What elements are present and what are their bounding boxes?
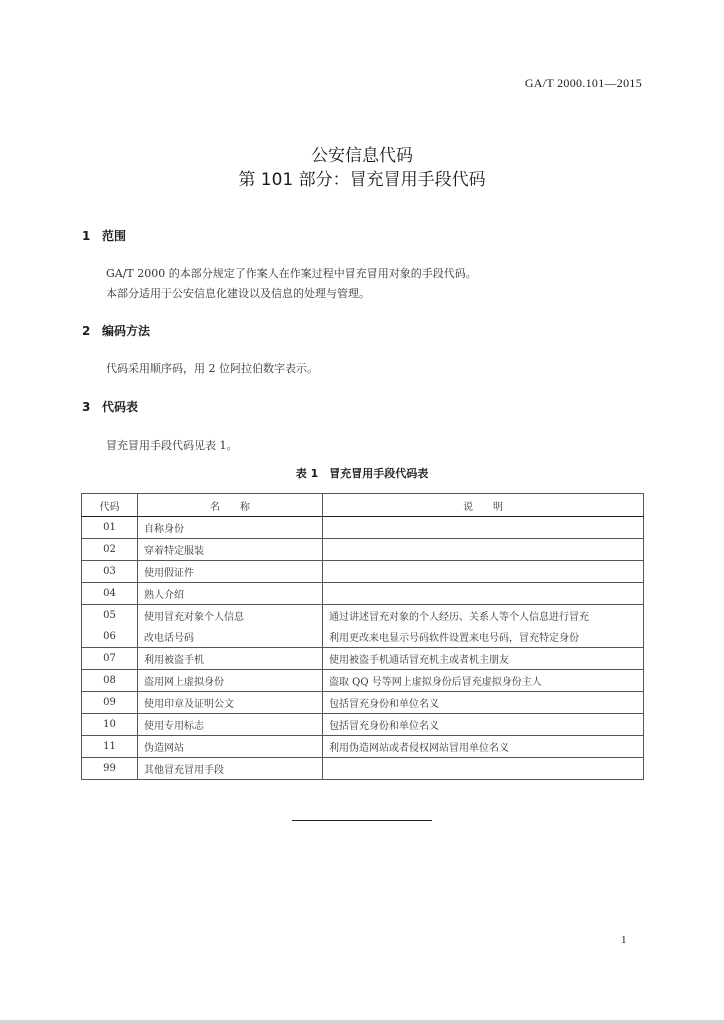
cell-name: 穿着特定服装 [138,539,323,561]
table-row [82,736,644,758]
cell-description: 利用更改来电显示号码软件设置来电号码，冒充特定身份 [323,626,644,648]
section-title: 代码表 [102,400,139,414]
page-number: 1 [621,934,627,946]
standard-code: GA/T 2000.101—2015 [524,76,642,90]
paragraph: 冒充冒用手段代码见表 1。 [106,439,238,452]
cell-code: 01 [82,517,138,539]
cell-description [323,583,644,605]
document-subtitle: 第 101 部分：冒充冒用手段代码 [238,170,486,190]
cell-code: 04 [82,583,138,605]
cell-code: 08 [82,670,138,692]
cell-code: 03 [82,561,138,583]
cell-name: 使用假证件 [138,561,323,583]
cell-description: 通过讲述冒充对象的个人经历、关系人等个人信息进行冒充 [323,605,644,627]
cell-code: 05 [82,605,138,627]
cell-code: 10 [82,714,138,736]
section-heading-coding-method [82,322,150,339]
section-heading-scope [82,227,126,244]
section-title: 编码方法 [102,324,151,338]
table-row [82,758,644,780]
cell-name: 自称身份 [138,517,323,539]
section-heading-code-table [82,398,138,415]
cell-description: 包括冒充身份和单位名义 [323,692,644,714]
cell-name: 盗用网上虚拟身份 [138,670,323,692]
table-row [82,670,644,692]
cell-name: 使用专用标志 [138,714,323,736]
cell-description: 包括冒充身份和单位名义 [323,714,644,736]
document-title: 公安信息代码 [311,146,413,166]
cell-name: 利用被盗手机 [138,648,323,670]
cell-name: 熟人介绍 [138,583,323,605]
cell-name: 伪造网站 [138,736,323,758]
section-number: 2 [82,324,91,338]
cell-code: 06 [82,626,138,648]
table-row [82,539,644,561]
cell-description [323,517,644,539]
cell-description [323,539,644,561]
paragraph: 代码采用顺序码，用 2 位阿拉伯数字表示。 [106,362,318,375]
cell-description: 利用伪造网站或者侵权网站冒用单位名义 [323,736,644,758]
code-table [81,493,644,780]
paragraph: 本部分适用于公安信息化建设以及信息的处理与管理。 [106,287,370,300]
cell-code: 07 [82,648,138,670]
table-row [82,714,644,736]
paragraph: GA/T 2000 的本部分规定了作案人在作案过程中冒充冒用对象的手段代码。 [106,267,477,280]
section-number: 3 [82,400,91,414]
cell-description [323,758,644,780]
header-description: 说 明 [323,494,644,517]
header-name: 名 称 [138,494,323,517]
page-bottom-edge [0,1020,724,1024]
header-code: 代码 [82,494,138,517]
table-row [82,561,644,583]
table-caption: 表 1 冒充冒用手段代码表 [295,467,429,480]
cell-description: 盗取 QQ 号等网上虚拟身份后冒充虚拟身份主人 [323,670,644,692]
table-row [82,605,644,627]
cell-name: 改电话号码 [138,626,323,648]
cell-code: 99 [82,758,138,780]
cell-name: 使用印章及证明公文 [138,692,323,714]
cell-code: 02 [82,539,138,561]
table-row [82,626,644,648]
table-row [82,517,644,539]
cell-description [323,561,644,583]
table-row [82,583,644,605]
table-row [82,692,644,714]
cell-description: 使用被盗手机通话冒充机主或者机主朋友 [323,648,644,670]
cell-name: 使用冒充对象个人信息 [138,605,323,627]
table-row [82,648,644,670]
cell-code: 09 [82,692,138,714]
table-header-row [82,494,644,517]
cell-name: 其他冒充冒用手段 [138,758,323,780]
section-title: 范围 [102,229,127,243]
cell-code: 11 [82,736,138,758]
end-rule [292,820,432,821]
section-number: 1 [82,229,91,243]
